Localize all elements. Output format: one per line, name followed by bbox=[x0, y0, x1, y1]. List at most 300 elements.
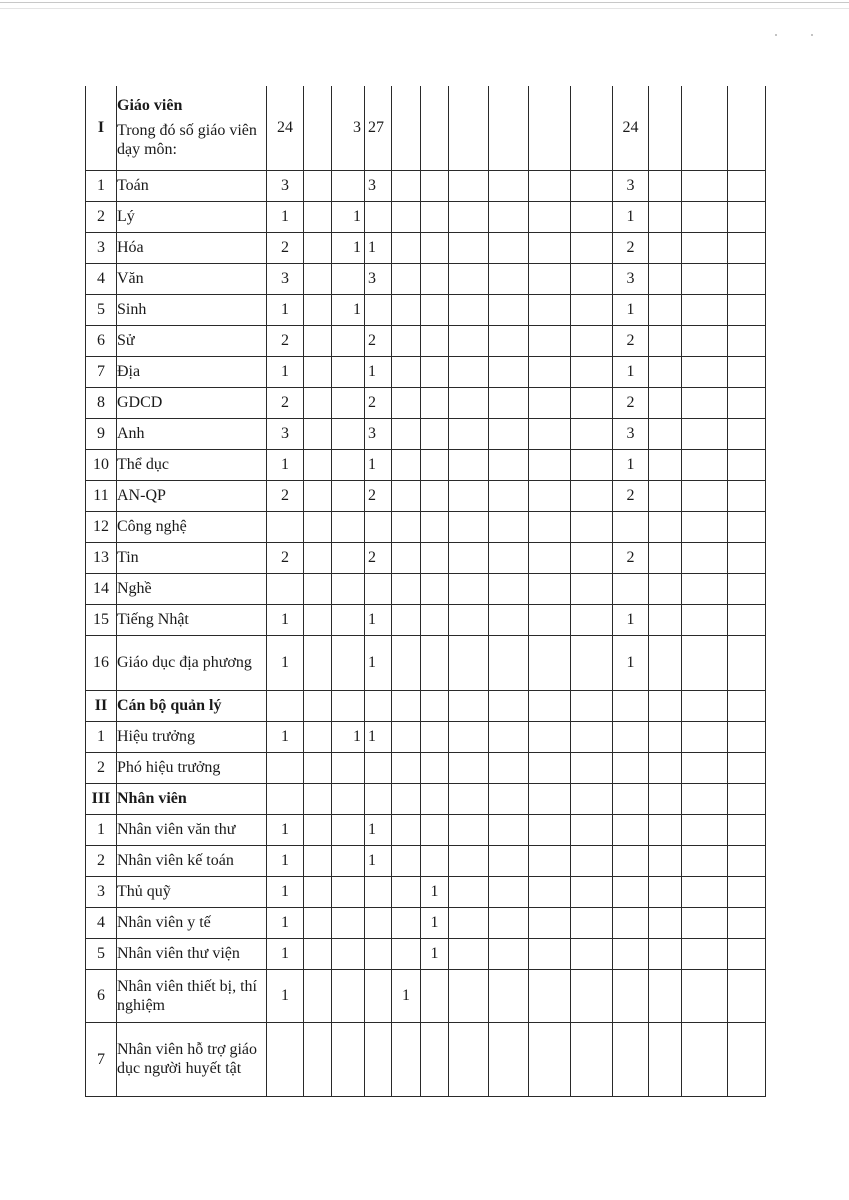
value-cell bbox=[613, 690, 649, 721]
value-cell bbox=[421, 604, 449, 635]
table-row bbox=[86, 938, 766, 969]
value-cell bbox=[489, 845, 529, 876]
value-cell bbox=[449, 938, 489, 969]
value-cell: 3 bbox=[365, 418, 392, 449]
value-cell bbox=[728, 690, 766, 721]
value-cell bbox=[682, 387, 728, 418]
section-roman: II bbox=[86, 690, 117, 721]
table-row bbox=[86, 480, 766, 511]
value-cell bbox=[682, 480, 728, 511]
row-label: Nhân viên văn thư bbox=[117, 814, 267, 845]
value-cell bbox=[332, 845, 365, 876]
value-cell bbox=[304, 814, 332, 845]
value-cell bbox=[332, 573, 365, 604]
value-cell bbox=[421, 387, 449, 418]
row-number: 6 bbox=[86, 325, 117, 356]
value-cell bbox=[332, 635, 365, 690]
value-cell bbox=[421, 511, 449, 542]
table-row bbox=[86, 511, 766, 542]
value-cell bbox=[728, 170, 766, 201]
value-cell bbox=[449, 86, 489, 170]
value-cell: 1 bbox=[267, 721, 304, 752]
value-cell: 1 bbox=[267, 294, 304, 325]
value-cell bbox=[529, 876, 571, 907]
value-cell bbox=[449, 449, 489, 480]
value-cell: 2 bbox=[613, 232, 649, 263]
row-number: 5 bbox=[86, 938, 117, 969]
row-number: 13 bbox=[86, 542, 117, 573]
value-cell bbox=[649, 232, 682, 263]
value-cell: 1 bbox=[332, 721, 365, 752]
value-cell bbox=[529, 511, 571, 542]
value-cell bbox=[571, 294, 613, 325]
value-cell bbox=[449, 480, 489, 511]
value-cell: 3 bbox=[365, 170, 392, 201]
value-cell bbox=[332, 752, 365, 783]
value-cell bbox=[332, 325, 365, 356]
value-cell bbox=[332, 604, 365, 635]
table-row bbox=[86, 542, 766, 573]
value-cell bbox=[489, 201, 529, 232]
table-row bbox=[86, 969, 766, 1022]
value-cell bbox=[649, 325, 682, 356]
value-cell bbox=[613, 573, 649, 604]
value-cell: 1 bbox=[613, 449, 649, 480]
value-cell bbox=[728, 604, 766, 635]
value-cell bbox=[649, 387, 682, 418]
value-cell: 2 bbox=[613, 542, 649, 573]
value-cell bbox=[571, 170, 613, 201]
value-cell: 3 bbox=[365, 263, 392, 294]
value-cell bbox=[529, 969, 571, 1022]
value-cell bbox=[392, 201, 421, 232]
value-cell bbox=[304, 635, 332, 690]
value-cell bbox=[529, 449, 571, 480]
value-cell bbox=[489, 86, 529, 170]
row-number: 3 bbox=[86, 232, 117, 263]
value-cell bbox=[682, 907, 728, 938]
row-label: Nhân viên thư viện bbox=[117, 938, 267, 969]
value-cell: 1 bbox=[365, 604, 392, 635]
value-cell bbox=[449, 170, 489, 201]
value-cell bbox=[392, 232, 421, 263]
value-cell bbox=[449, 511, 489, 542]
value-cell bbox=[449, 604, 489, 635]
row-number: 6 bbox=[86, 969, 117, 1022]
value-cell bbox=[304, 969, 332, 1022]
value-cell bbox=[365, 752, 392, 783]
value-cell bbox=[571, 263, 613, 294]
value-cell bbox=[529, 170, 571, 201]
value-cell bbox=[649, 876, 682, 907]
value-cell bbox=[529, 542, 571, 573]
row-number: 10 bbox=[86, 449, 117, 480]
value-cell bbox=[682, 449, 728, 480]
value-cell: 24 bbox=[613, 86, 649, 170]
value-cell bbox=[449, 418, 489, 449]
value-cell bbox=[392, 480, 421, 511]
value-cell bbox=[304, 752, 332, 783]
value-cell bbox=[728, 480, 766, 511]
value-cell bbox=[728, 418, 766, 449]
value-cell: 3 bbox=[613, 418, 649, 449]
value-cell bbox=[649, 814, 682, 845]
value-cell bbox=[421, 635, 449, 690]
value-cell: 1 bbox=[267, 449, 304, 480]
value-cell bbox=[365, 969, 392, 1022]
value-cell bbox=[332, 1022, 365, 1096]
value-cell bbox=[449, 356, 489, 387]
row-label: Thủ quỹ bbox=[117, 876, 267, 907]
value-cell bbox=[649, 418, 682, 449]
value-cell: 1 bbox=[365, 721, 392, 752]
value-cell: 1 bbox=[332, 232, 365, 263]
value-cell bbox=[449, 752, 489, 783]
row-number: 4 bbox=[86, 907, 117, 938]
value-cell bbox=[365, 511, 392, 542]
row-number: 8 bbox=[86, 387, 117, 418]
value-cell bbox=[571, 201, 613, 232]
value-cell bbox=[304, 783, 332, 814]
value-cell bbox=[304, 263, 332, 294]
value-cell bbox=[489, 814, 529, 845]
value-cell: 1 bbox=[613, 356, 649, 387]
value-cell: 1 bbox=[267, 876, 304, 907]
value-cell bbox=[421, 201, 449, 232]
row-label: Anh bbox=[117, 418, 267, 449]
value-cell bbox=[392, 690, 421, 721]
value-cell bbox=[449, 1022, 489, 1096]
value-cell bbox=[332, 480, 365, 511]
scan-artifact-line bbox=[0, 2, 849, 3]
row-number: 15 bbox=[86, 604, 117, 635]
value-cell bbox=[421, 969, 449, 1022]
value-cell bbox=[682, 511, 728, 542]
value-cell bbox=[304, 604, 332, 635]
value-cell bbox=[649, 511, 682, 542]
value-cell: 1 bbox=[613, 294, 649, 325]
value-cell bbox=[529, 201, 571, 232]
table-row bbox=[86, 814, 766, 845]
section-title: Cán bộ quản lý bbox=[117, 690, 267, 721]
value-cell bbox=[682, 752, 728, 783]
value-cell bbox=[304, 356, 332, 387]
value-cell bbox=[392, 418, 421, 449]
value-cell bbox=[304, 511, 332, 542]
row-label: Toán bbox=[117, 170, 267, 201]
value-cell bbox=[682, 356, 728, 387]
value-cell bbox=[682, 263, 728, 294]
value-cell bbox=[421, 1022, 449, 1096]
value-cell bbox=[489, 721, 529, 752]
value-cell bbox=[392, 907, 421, 938]
table-row bbox=[86, 449, 766, 480]
value-cell bbox=[649, 294, 682, 325]
value-cell bbox=[267, 690, 304, 721]
row-label: Nhân viên kế toán bbox=[117, 845, 267, 876]
value-cell bbox=[421, 573, 449, 604]
row-number: 1 bbox=[86, 170, 117, 201]
value-cell bbox=[613, 783, 649, 814]
value-cell: 3 bbox=[332, 86, 365, 170]
row-number: 2 bbox=[86, 845, 117, 876]
value-cell bbox=[571, 938, 613, 969]
value-cell bbox=[728, 294, 766, 325]
value-cell bbox=[489, 604, 529, 635]
value-cell bbox=[613, 969, 649, 1022]
value-cell bbox=[304, 542, 332, 573]
value-cell bbox=[365, 690, 392, 721]
value-cell bbox=[728, 449, 766, 480]
value-cell bbox=[571, 969, 613, 1022]
table-row bbox=[86, 752, 766, 783]
value-cell bbox=[392, 449, 421, 480]
value-cell bbox=[332, 449, 365, 480]
value-cell: 2 bbox=[267, 325, 304, 356]
value-cell bbox=[529, 1022, 571, 1096]
value-cell bbox=[489, 418, 529, 449]
value-cell bbox=[571, 721, 613, 752]
value-cell bbox=[392, 263, 421, 294]
value-cell bbox=[613, 1022, 649, 1096]
value-cell bbox=[529, 418, 571, 449]
section-title-cell bbox=[117, 86, 267, 170]
value-cell bbox=[529, 387, 571, 418]
value-cell bbox=[421, 845, 449, 876]
value-cell bbox=[649, 969, 682, 1022]
row-label: Sinh bbox=[117, 294, 267, 325]
value-cell bbox=[332, 418, 365, 449]
value-cell bbox=[392, 387, 421, 418]
row-number: 12 bbox=[86, 511, 117, 542]
row-number: 7 bbox=[86, 1022, 117, 1096]
value-cell bbox=[489, 542, 529, 573]
value-cell bbox=[304, 418, 332, 449]
value-cell bbox=[728, 752, 766, 783]
value-cell bbox=[571, 907, 613, 938]
value-cell bbox=[571, 690, 613, 721]
value-cell bbox=[365, 938, 392, 969]
value-cell bbox=[571, 542, 613, 573]
value-cell bbox=[529, 690, 571, 721]
value-cell bbox=[682, 170, 728, 201]
table-row bbox=[86, 721, 766, 752]
value-cell bbox=[392, 356, 421, 387]
value-cell bbox=[449, 201, 489, 232]
row-number: 2 bbox=[86, 752, 117, 783]
value-cell bbox=[728, 542, 766, 573]
value-cell bbox=[449, 635, 489, 690]
value-cell bbox=[613, 845, 649, 876]
value-cell bbox=[421, 418, 449, 449]
value-cell: 1 bbox=[267, 604, 304, 635]
value-cell bbox=[421, 752, 449, 783]
value-cell bbox=[728, 86, 766, 170]
value-cell bbox=[449, 783, 489, 814]
value-cell bbox=[392, 294, 421, 325]
section-roman: III bbox=[86, 783, 117, 814]
row-label: Địa bbox=[117, 356, 267, 387]
value-cell bbox=[449, 969, 489, 1022]
table-row bbox=[86, 325, 766, 356]
value-cell: 1 bbox=[365, 635, 392, 690]
value-cell: 1 bbox=[365, 449, 392, 480]
value-cell bbox=[392, 752, 421, 783]
value-cell bbox=[489, 232, 529, 263]
value-cell bbox=[728, 814, 766, 845]
value-cell bbox=[613, 721, 649, 752]
value-cell bbox=[728, 907, 766, 938]
value-cell bbox=[392, 604, 421, 635]
value-cell bbox=[332, 170, 365, 201]
value-cell bbox=[682, 418, 728, 449]
value-cell bbox=[332, 542, 365, 573]
value-cell: 1 bbox=[267, 201, 304, 232]
value-cell bbox=[304, 938, 332, 969]
value-cell bbox=[421, 449, 449, 480]
value-cell bbox=[682, 86, 728, 170]
value-cell bbox=[529, 783, 571, 814]
table-row bbox=[86, 1022, 766, 1096]
value-cell: 3 bbox=[613, 170, 649, 201]
value-cell bbox=[728, 201, 766, 232]
value-cell: 1 bbox=[267, 969, 304, 1022]
value-cell bbox=[332, 511, 365, 542]
table-row bbox=[86, 573, 766, 604]
value-cell bbox=[392, 170, 421, 201]
value-cell: 2 bbox=[267, 387, 304, 418]
value-cell: 1 bbox=[613, 635, 649, 690]
value-cell bbox=[332, 907, 365, 938]
value-cell bbox=[332, 876, 365, 907]
value-cell bbox=[613, 752, 649, 783]
value-cell bbox=[365, 907, 392, 938]
value-cell bbox=[489, 387, 529, 418]
value-cell: 2 bbox=[613, 387, 649, 418]
value-cell bbox=[529, 263, 571, 294]
staffing-table bbox=[85, 86, 766, 1097]
value-cell bbox=[267, 752, 304, 783]
row-number: 16 bbox=[86, 635, 117, 690]
value-cell: 1 bbox=[365, 845, 392, 876]
value-cell bbox=[365, 201, 392, 232]
value-cell bbox=[571, 814, 613, 845]
value-cell bbox=[682, 938, 728, 969]
row-number: 7 bbox=[86, 356, 117, 387]
value-cell bbox=[392, 542, 421, 573]
value-cell bbox=[304, 232, 332, 263]
value-cell: 2 bbox=[613, 480, 649, 511]
value-cell bbox=[489, 480, 529, 511]
value-cell bbox=[682, 845, 728, 876]
value-cell bbox=[728, 969, 766, 1022]
value-cell bbox=[613, 814, 649, 845]
value-cell bbox=[392, 1022, 421, 1096]
row-label: Tin bbox=[117, 542, 267, 573]
value-cell: 2 bbox=[267, 542, 304, 573]
table-row bbox=[86, 604, 766, 635]
value-cell: 2 bbox=[267, 480, 304, 511]
value-cell bbox=[649, 721, 682, 752]
value-cell bbox=[682, 232, 728, 263]
value-cell bbox=[489, 325, 529, 356]
value-cell: 1 bbox=[267, 907, 304, 938]
value-cell bbox=[682, 201, 728, 232]
value-cell bbox=[392, 86, 421, 170]
value-cell bbox=[571, 418, 613, 449]
value-cell bbox=[529, 814, 571, 845]
value-cell bbox=[365, 783, 392, 814]
value-cell bbox=[489, 356, 529, 387]
row-label: Hóa bbox=[117, 232, 267, 263]
value-cell bbox=[649, 542, 682, 573]
value-cell bbox=[529, 845, 571, 876]
section-title: Nhân viên bbox=[117, 783, 267, 814]
value-cell bbox=[682, 573, 728, 604]
value-cell bbox=[421, 690, 449, 721]
value-cell: 1 bbox=[267, 814, 304, 845]
section-header-row bbox=[86, 783, 766, 814]
value-cell bbox=[267, 783, 304, 814]
value-cell: 1 bbox=[421, 907, 449, 938]
value-cell bbox=[649, 752, 682, 783]
value-cell bbox=[571, 387, 613, 418]
value-cell bbox=[571, 1022, 613, 1096]
value-cell bbox=[332, 814, 365, 845]
value-cell bbox=[529, 573, 571, 604]
value-cell bbox=[489, 263, 529, 294]
value-cell bbox=[489, 876, 529, 907]
value-cell bbox=[649, 263, 682, 294]
value-cell: 27 bbox=[365, 86, 392, 170]
section-header-row bbox=[86, 86, 766, 170]
value-cell bbox=[421, 86, 449, 170]
value-cell bbox=[682, 783, 728, 814]
value-cell bbox=[392, 876, 421, 907]
scan-artifact-line bbox=[0, 8, 849, 9]
value-cell: 3 bbox=[267, 170, 304, 201]
value-cell bbox=[304, 170, 332, 201]
value-cell bbox=[728, 325, 766, 356]
value-cell bbox=[304, 325, 332, 356]
value-cell bbox=[332, 263, 365, 294]
row-number: 4 bbox=[86, 263, 117, 294]
value-cell bbox=[489, 907, 529, 938]
value-cell bbox=[392, 511, 421, 542]
value-cell bbox=[613, 938, 649, 969]
value-cell bbox=[304, 449, 332, 480]
value-cell bbox=[489, 294, 529, 325]
value-cell bbox=[267, 573, 304, 604]
table-row bbox=[86, 418, 766, 449]
value-cell bbox=[421, 170, 449, 201]
value-cell bbox=[649, 635, 682, 690]
value-cell bbox=[449, 814, 489, 845]
value-cell bbox=[728, 876, 766, 907]
value-cell bbox=[332, 969, 365, 1022]
value-cell bbox=[682, 969, 728, 1022]
table-row bbox=[86, 263, 766, 294]
table-row bbox=[86, 356, 766, 387]
row-label: Nhân viên hỗ trợ giáo dục người huyết tật bbox=[117, 1022, 267, 1096]
value-cell: 1 bbox=[365, 232, 392, 263]
value-cell bbox=[332, 938, 365, 969]
value-cell bbox=[304, 387, 332, 418]
row-number: 3 bbox=[86, 876, 117, 907]
scan-speck bbox=[775, 34, 777, 36]
value-cell bbox=[304, 201, 332, 232]
section-header-row bbox=[86, 690, 766, 721]
